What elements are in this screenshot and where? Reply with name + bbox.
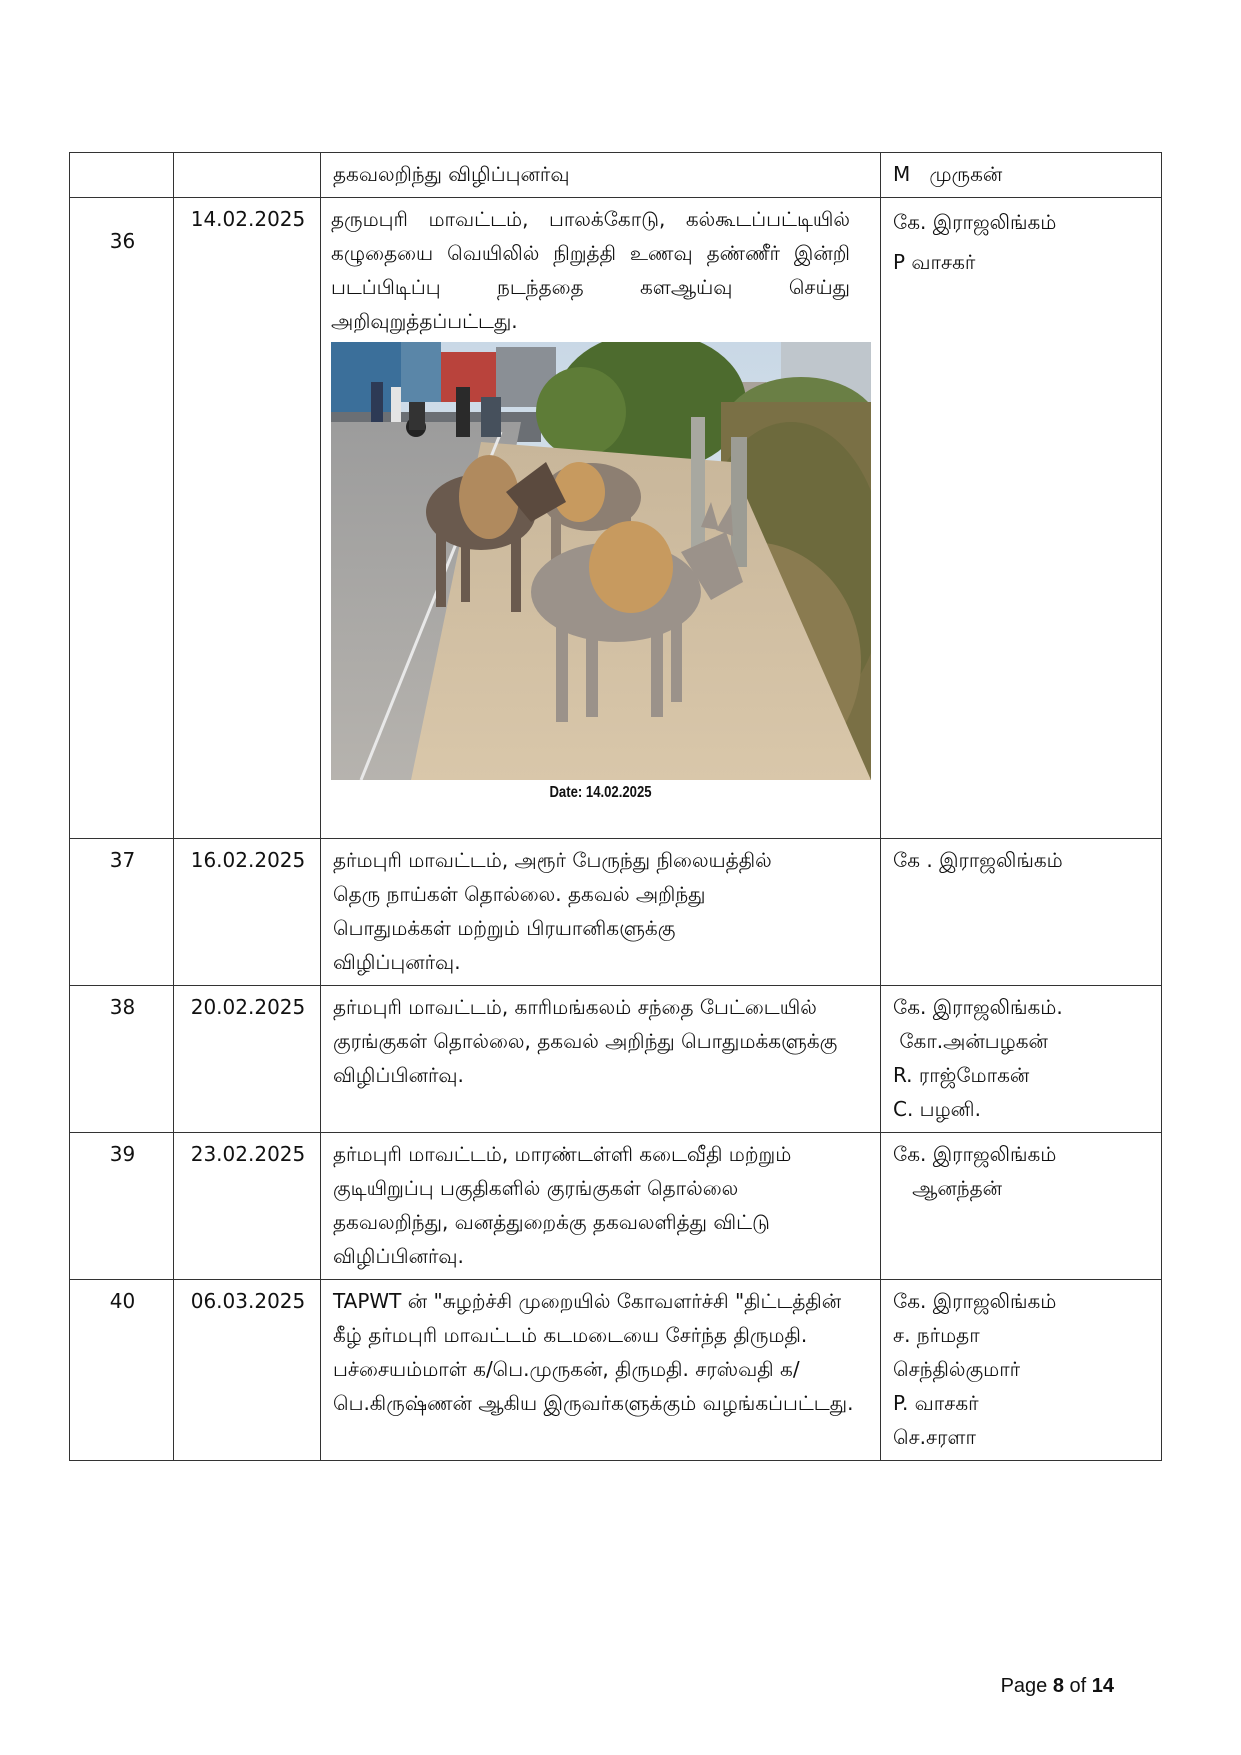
description-text: தர்மபுரி மாவட்டம், மாரண்டள்ளி கடைவீதி மற்றும் குடியிறுப்பு பகுதிகளில் குரங்குகள் தொல்லை தகவலறிந்து, வனத்துறைக்கு தகவலளித்து விட்டு விழிப்பினர்வு. — [333, 1142, 792, 1268]
table-row — [70, 1280, 1162, 1461]
serial-number-cell: 38 — [70, 986, 174, 1133]
date-cell: 06.03.2025 — [174, 1280, 321, 1461]
description-text: தர்மபுரி மாவட்டம், காரிமங்கலம் சந்தை பேட்டையில் குரங்குகள் தொல்லை, தகவல் அறிந்து பொதுமக்களுக்கு விழிப்பினர்வு. — [333, 995, 838, 1087]
participant-name: செந்தில்குமார் — [893, 1357, 1021, 1381]
description-cell — [321, 839, 881, 986]
field-photo — [331, 342, 870, 804]
date-cell: 20.02.2025 — [174, 986, 321, 1133]
names-cell — [881, 839, 1162, 986]
participant-name: R. ராஜ்மோகன் — [893, 1063, 1030, 1087]
donkeys-roadside-photo — [331, 342, 871, 780]
names-cell — [881, 1133, 1162, 1280]
date-cell: 14.02.2025 — [174, 198, 321, 839]
participant-name: கே. இராஜலிங்கம் — [893, 210, 1057, 234]
date-cell: 16.02.2025 — [174, 839, 321, 986]
total-pages: 14 — [1091, 1675, 1114, 1697]
table-row — [70, 198, 1162, 839]
current-page: 8 — [1052, 1675, 1064, 1697]
participant-name: கே. இராஜலிங்கம் — [893, 1289, 1057, 1313]
activity-log-table — [69, 152, 1162, 1461]
description-cell — [321, 153, 881, 198]
participant-name: P. வாசகர் — [893, 1391, 979, 1415]
serial-number-cell: 40 — [70, 1280, 174, 1461]
serial-number-cell: 39 — [70, 1133, 174, 1280]
serial-number-cell — [70, 198, 174, 839]
participant-name: P வாசகர் — [893, 250, 976, 274]
description-cell — [321, 1133, 881, 1280]
participant-name: செ.சரளா — [893, 1425, 976, 1449]
names-cell — [881, 198, 1162, 839]
table-row — [70, 153, 1162, 198]
participant-name: ஆனந்தன் — [893, 1176, 1003, 1200]
table-row — [70, 1133, 1162, 1280]
description-cell — [321, 198, 881, 839]
serial-number-cell — [70, 153, 174, 198]
serial-number: 36 — [109, 229, 136, 253]
names-cell — [881, 1280, 1162, 1461]
names-cell — [881, 986, 1162, 1133]
page-number-footer — [1001, 1675, 1114, 1698]
participant-name: கே. இராஜலிங்கம். — [893, 995, 1063, 1019]
description-text: தருமபுரி மாவட்டம், பாலக்கோடு, கல்கூடப்பட்டியில் கழுதையை வெயிலில் நிறுத்தி உணவு தண்ணீர் இன்றி படப்பிடிப்பு நடந்ததை களஆய்வு செய்து அறிவுறுத்தப்பட்டது. — [331, 207, 850, 333]
photo-date-caption: Date: 14.02.2025 — [549, 784, 652, 801]
page-prefix: Page — [1000, 1675, 1053, 1697]
date-cell — [174, 153, 321, 198]
table-row — [70, 986, 1162, 1133]
participant-name: ச. நர்மதா — [893, 1323, 980, 1347]
description-text: தகவலறிந்து விழிப்புனர்வு — [333, 162, 570, 186]
description-cell — [321, 1280, 881, 1461]
participant-name: M முருகன் — [893, 162, 1003, 186]
serial-number-cell: 37 — [70, 839, 174, 986]
description-cell — [321, 986, 881, 1133]
participant-name: C. பழனி. — [893, 1097, 981, 1121]
description-text: TAPWT ன் "சுழற்ச்சி முறையில் கோவளர்ச்சி "திட்டத்தின் கீழ் தர்மபுரி மாவட்டம் கடமடையை சேர்ந்த திருமதி. பச்சையம்மாள் க/பெ.முருகன், திருமதி. சரஸ்வதி க/பெ.கிருஷ்ணன் ஆகிய இருவர்களுக்கும் வழங்கப்பட்டது. — [333, 1289, 854, 1415]
table-row — [70, 839, 1162, 986]
participant-name: கோ.அன்பழகன் — [893, 1029, 1048, 1053]
participant-name: கே . இராஜலிங்கம் — [893, 848, 1063, 872]
participant-name: கே. இராஜலிங்கம் — [893, 1142, 1057, 1166]
names-cell — [881, 153, 1162, 198]
date-cell: 23.02.2025 — [174, 1133, 321, 1280]
description-text: தர்மபுரி மாவட்டம், அரூர் பேருந்து நிலையத்தில் தெரு நாய்கள் தொல்லை. தகவல் அறிந்து பொதுமக்கள் மற்றும் பிரயானிகளுக்கு விழிப்புனர்வு. — [333, 848, 772, 974]
page-separator: of — [1063, 1675, 1092, 1697]
